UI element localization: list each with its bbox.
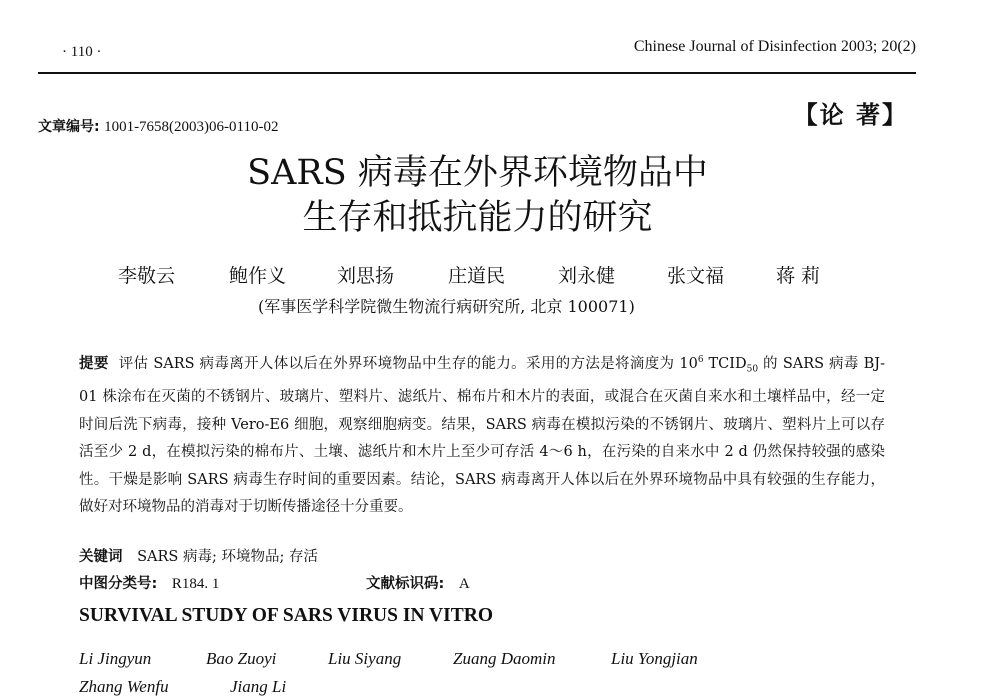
- abstract-text-part: 评估 SARS 病毒离开人体以后在外界环境物品中生存的能力。采用的方法是将滴度为 10: [118, 355, 698, 372]
- english-author-name: Liu Siyang: [328, 649, 402, 668]
- document-code: [366, 572, 470, 593]
- abstract: [79, 347, 885, 522]
- header-rule: [38, 72, 916, 74]
- title-line-1: SARS 病毒在外界环境物品中: [247, 153, 708, 193]
- article-number: [38, 116, 278, 136]
- author-name: 李敬云: [118, 265, 176, 287]
- journal-citation: Chinese Journal of Disinfection 2003; 20(2): [633, 38, 916, 55]
- abstract-text-part: 的 SARS 病毒 BJ-01 株涂布在灭菌的不锈钢片、玻璃片、塑料片、滤纸片、棉布片和木片的表面，或混合在灭菌自来水和土壤样品中，经一定时间后洗下病毒，接种 Vero-E6 细胞，观察细胞病变。结果，SARS 病毒在模拟污染的不锈钢片、玻璃片、塑料片上可以存活至少 2 d，在模拟污染的棉布片、土壤、滤纸片和木片上至少可存活 4～6 h，在污染的自来水中 2 d 仍然保持较强的感染性。干燥是影响 SARS 病毒生存时间的重要因素。结论，SARS 病毒离开人体以后在外界环境物品中具有较强的生存能力，做好对环境物品的消毒对于切断传播途径十分重要。: [79, 355, 886, 516]
- abstract-text-part: TCID: [703, 355, 747, 372]
- abstract-label: 提要: [79, 355, 109, 372]
- affiliation: (军事医学科学院微生物流行病研究所, 北京 100071): [258, 297, 635, 316]
- document-code-label: 文献标识码:: [366, 576, 445, 592]
- english-author-name: Zhang Wenfu: [79, 677, 169, 696]
- english-author-name: Jiang Li: [230, 677, 287, 696]
- english-author-name: Bao Zuoyi: [206, 649, 277, 668]
- document-code-value: A: [458, 576, 470, 592]
- article-number-label: 文章编号:: [38, 119, 100, 135]
- author-name: 蒋 莉: [776, 265, 821, 287]
- keywords-label: 关键词: [79, 549, 123, 565]
- article-number-value: 1001-7658(2003)06-0110-02: [104, 119, 279, 135]
- classification-label: 中图分类号:: [79, 576, 158, 592]
- classification-value: R184. 1: [171, 576, 220, 592]
- keywords: [79, 545, 318, 566]
- english-author-name: Li Jingyun: [79, 649, 152, 668]
- author-name: 刘永健: [558, 265, 616, 287]
- author-name: 张文福: [667, 265, 725, 287]
- article-category: 【论 著】: [793, 101, 908, 129]
- english-title: SURVIVAL STUDY OF SARS VIRUS IN VITRO: [79, 605, 493, 626]
- title-line-2: 生存和抵抗能力的研究: [302, 198, 653, 238]
- english-author-name: Zuang Daomin: [453, 649, 556, 668]
- english-author-name: Liu Yongjian: [611, 649, 698, 668]
- author-name: 庄道民: [448, 265, 506, 287]
- keywords-value: SARS 病毒; 环境物品; 存活: [137, 549, 318, 565]
- abstract-superscript: 6: [697, 355, 704, 365]
- author-name: 鲍作义: [229, 265, 287, 287]
- classification-number: [79, 572, 219, 593]
- author-name: 刘思扬: [337, 265, 395, 287]
- page-number: · 110 ·: [62, 44, 102, 60]
- abstract-subscript: 50: [746, 364, 759, 375]
